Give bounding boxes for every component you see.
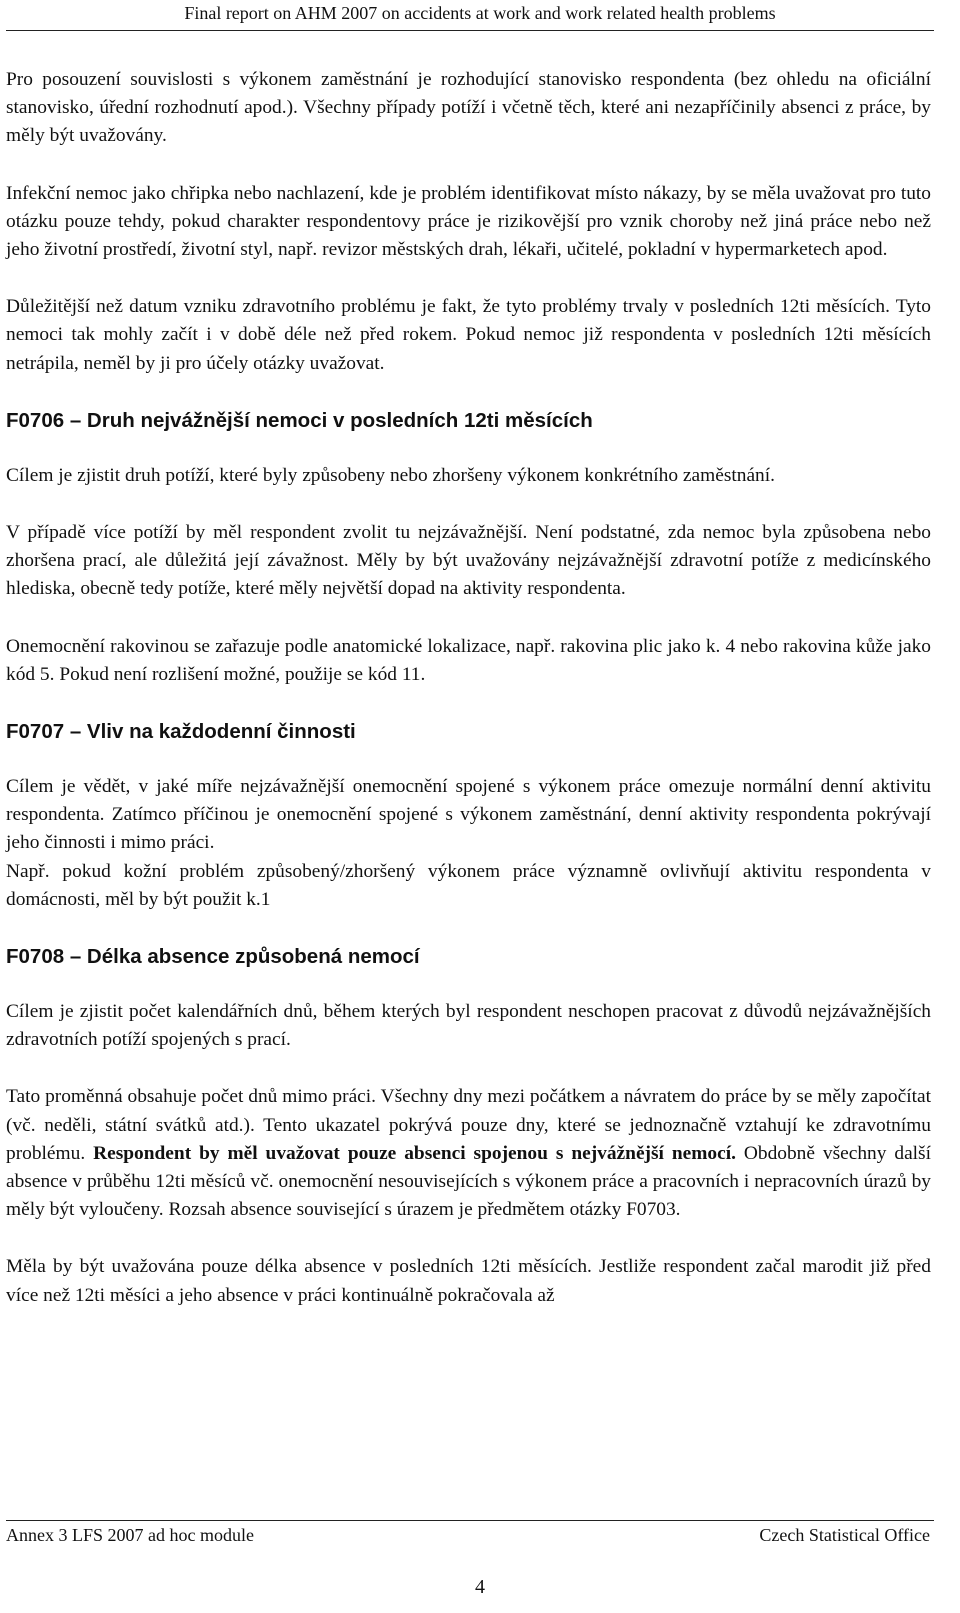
f0708-paragraph-2 — [6, 1083, 931, 1224]
intro-paragraph-1: Pro posouzení souvislosti s výkonem zaměstnání je rozhodující stanovisko respondenta (bez ohledu na oficiální stanovisko, úřední rozhodnutí apod.). Všechny případy potíží i včetně těch, které ani nezapříčinily absenci z práce, by měly být uvažovány. — [6, 69, 931, 147]
intro-paragraph-3: Důležitější než datum vzniku zdravotního problému je fakt, že tyto problémy trvaly v posledních 12ti měsících. Tyto nemoci tak mohly začít i v době déle než před rokem. Pokud nemoc již respondenta v posledních 12ti měsících netrápila, neměl by ji pro účely otázky uvažovat. — [6, 296, 931, 374]
footer-divider — [6, 1520, 934, 1521]
f0708-paragraph-2-emphasis: Respondent by měl uvažovat pouze absenci spojenou s nejvážnější nemocí. — [93, 1142, 736, 1164]
page-number: 4 — [475, 1576, 485, 1598]
f0707-paragraph-2: Např. pokud kožní problém způsobený/zhoršený výkonem práce významně ovlivňují aktivitu respondenta v domácnosti, měl by být použit k.1 — [6, 860, 931, 910]
intro-paragraph-2: Infekční nemoc jako chřipka nebo nachlazení, kde je problém identifikovat místo nákazy, by se měla uvažovat pro tuto otázku pouze tehdy, pokud charakter respondentovy práce je rizikovější pro vznik choroby než jiná práce nebo než jeho životní prostředí, životní styl, např. revizor městských drah, lékaři, učitelé, pokladní v hypermarketech apod. — [6, 182, 931, 261]
f0706-paragraph-2: V případě více potíží by měl respondent zvolit tu nejzávažnější. Není podstatné, zda nemoc byla způsobena nebo zhoršena prací, ale důležitá její závažnost. Měly by být uvažovány nejzávažnější zdravotní potíže z medicínského hlediska, obecně tedy potíže, které měly největší dopad na aktivity respondenta. — [6, 522, 931, 600]
footer-organization: Czech Statistical Office — [759, 1525, 930, 1545]
f0706-paragraph-3: Onemocnění rakovinou se zařazuje podle anatomické lokalizace, např. rakovina plic jako k. 4 nebo rakovina kůže jako kód 5. Pokud není rozlišení možné, použije se kód 11. — [6, 635, 931, 685]
f0708-paragraph-1: Cílem je zjistit počet kalendářních dnů, během kterých byl respondent neschopen pracovat z důvodů nejzávažnějších zdravotních potíží spojených s prací. — [6, 1001, 931, 1051]
section-heading-f0706: F0706 – Druh nejvážnější nemoci v posledních 12ti měsících — [6, 408, 593, 432]
f0707-paragraph-1: Cílem je vědět, v jaké míře nejzávažnější onemocnění spojené s výkonem práce omezuje normální denní aktivitu respondenta. Zatímco příčinou je onemocnění spojené s výkonem zaměstnání, denní aktivity respondenta pokrývají jeho činnosti i mimo práci. — [6, 776, 931, 854]
page-header: Final report on AHM 2007 on accidents at work and work related health problems — [184, 3, 776, 23]
section-heading-f0707: F0707 – Vliv na každodenní činnosti — [6, 720, 356, 744]
f0708-paragraph-2-end: Obdobně všechny další absence v průběhu 12ti měsíců vč. onemocnění nesouvisejících s výkonem práce a pracovních i nepracovních úrazů by měly být vyloučeny. Rozsah absence související s úrazem je předmětem otázky F0703. — [6, 1142, 931, 1221]
f0708-paragraph-3: Měla by být uvažována pouze délka absence v posledních 12ti měsících. Jestliže respondent začal marodit již před více než 12ti měsíci a jeho absence v práci kontinuálně pokračovala až — [6, 1256, 931, 1306]
section-heading-f0708: F0708 – Délka absence způsobená nemocí — [6, 945, 420, 969]
f0706-paragraph-1: Cílem je zjistit druh potíží, které byly způsobeny nebo zhoršeny výkonem konkrétního zaměstnání. — [6, 464, 775, 486]
footer-annex-label: Annex 3 LFS 2007 ad hoc module — [6, 1525, 254, 1545]
header-divider — [6, 30, 934, 31]
f0708-paragraph-2-start: Tato proměnná obsahuje počet dnů mimo práci. Všechny dny mezi počátkem a návratem do práce by se měly započítat (vč. neděli, státní svátků atd.). Tento ukazatel pokrývá pouze dny, které se jednoznačně vztahují ke zdravotnímu problému. — [6, 1086, 931, 1164]
document-body — [6, 66, 931, 1310]
